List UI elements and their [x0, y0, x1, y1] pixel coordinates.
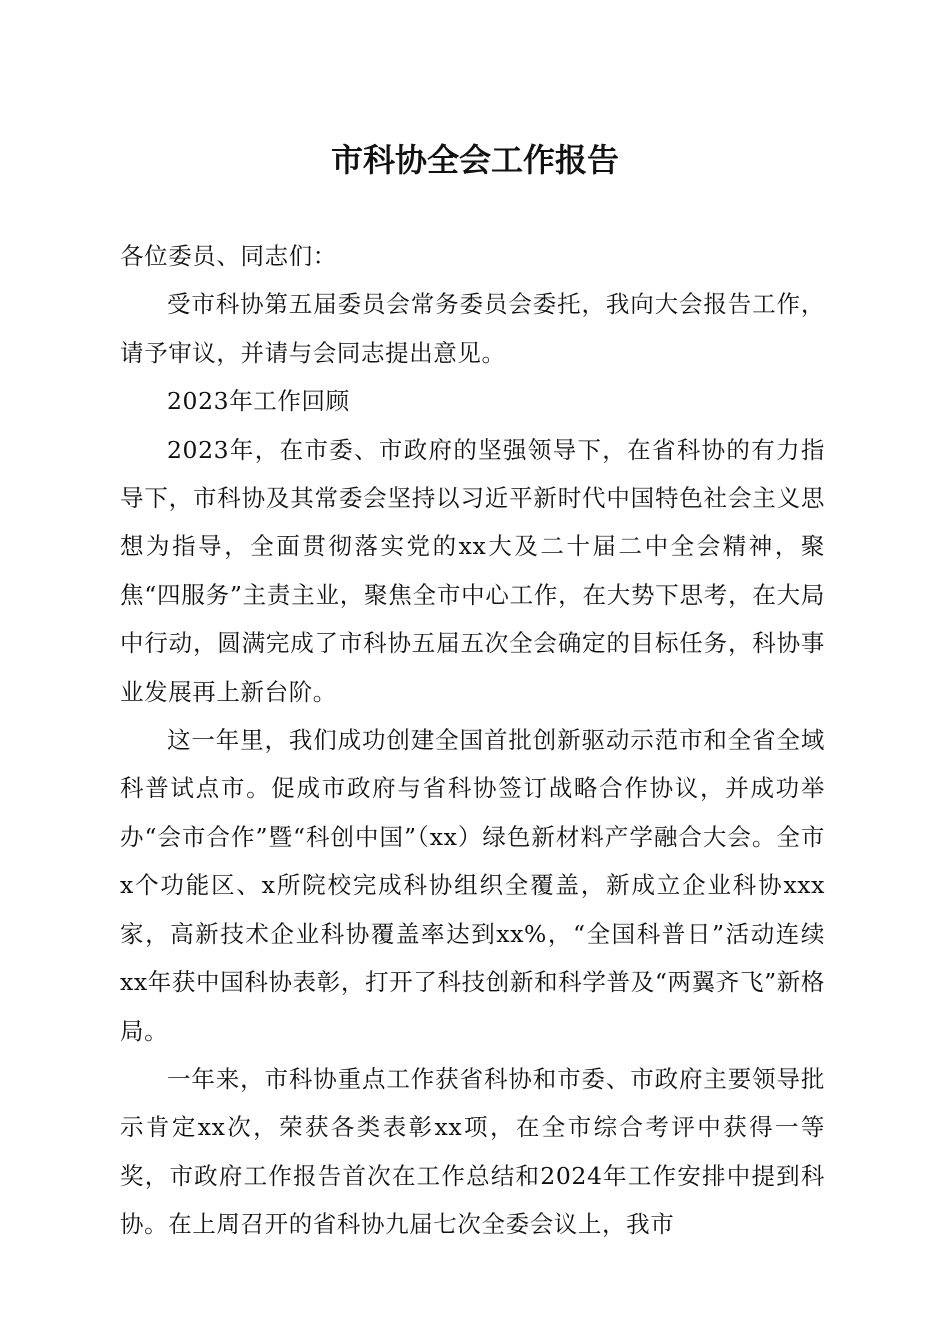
paragraph-entrustment: 受市科协第五届委员会常务委员会委托，我向大会报告工作，请予审议，并请与会同志提出意见。 [120, 290, 825, 367]
paragraph-overview: 2023年，在市委、市政府的坚强领导下，在省科协的有力指导下，市科协及其常委会坚持以习近平新时代中国特色社会主义思想为指导，全面贯彻落实党的xx大及二十届二中全会精神，聚焦“四服务”主责主业，聚焦全市中心工作，在大势下思考，在大局中行动，圆满完成了市科协五届五次全会确定的目标任务，科协事业发展再上新台阶。 [120, 435, 825, 706]
section-heading-review: 2023年工作回顾 [167, 387, 350, 416]
paragraph-achievements: 这一年里，我们成功创建全国首批创新驱动示范市和全省全域科普试点市。促成市政府与省科协签订战略合作协议，并成功举办“会市合作”暨“科创中国”（xx）绿色新材料产学融合大会。全市x个功能区、x所院校完成科协组织全覆盖，新成立企业科协xxx家，高新技术企业科协覆盖率达到xx%，“全国科普日”活动连续xx年获中国科协表彰，打开了科技创新和科学普及“两翼齐飞”新格局。 [120, 726, 825, 1045]
salutation: 各位委员、同志们： [120, 242, 337, 270]
paragraph-recognition: 一年来，市科协重点工作获省科协和市委、市政府主要领导批示肯定xx次，荣获各类表彰xx项，在全市综合考评中获得一等奖，市政府工作报告首次在工作总结和2024年工作安排中提到科协。在上周召开的省科协九届七次全委会议上，我市 [120, 1064, 825, 1239]
document-title: 市科协全会工作报告 [330, 141, 619, 179]
document-body [120, 232, 825, 1249]
